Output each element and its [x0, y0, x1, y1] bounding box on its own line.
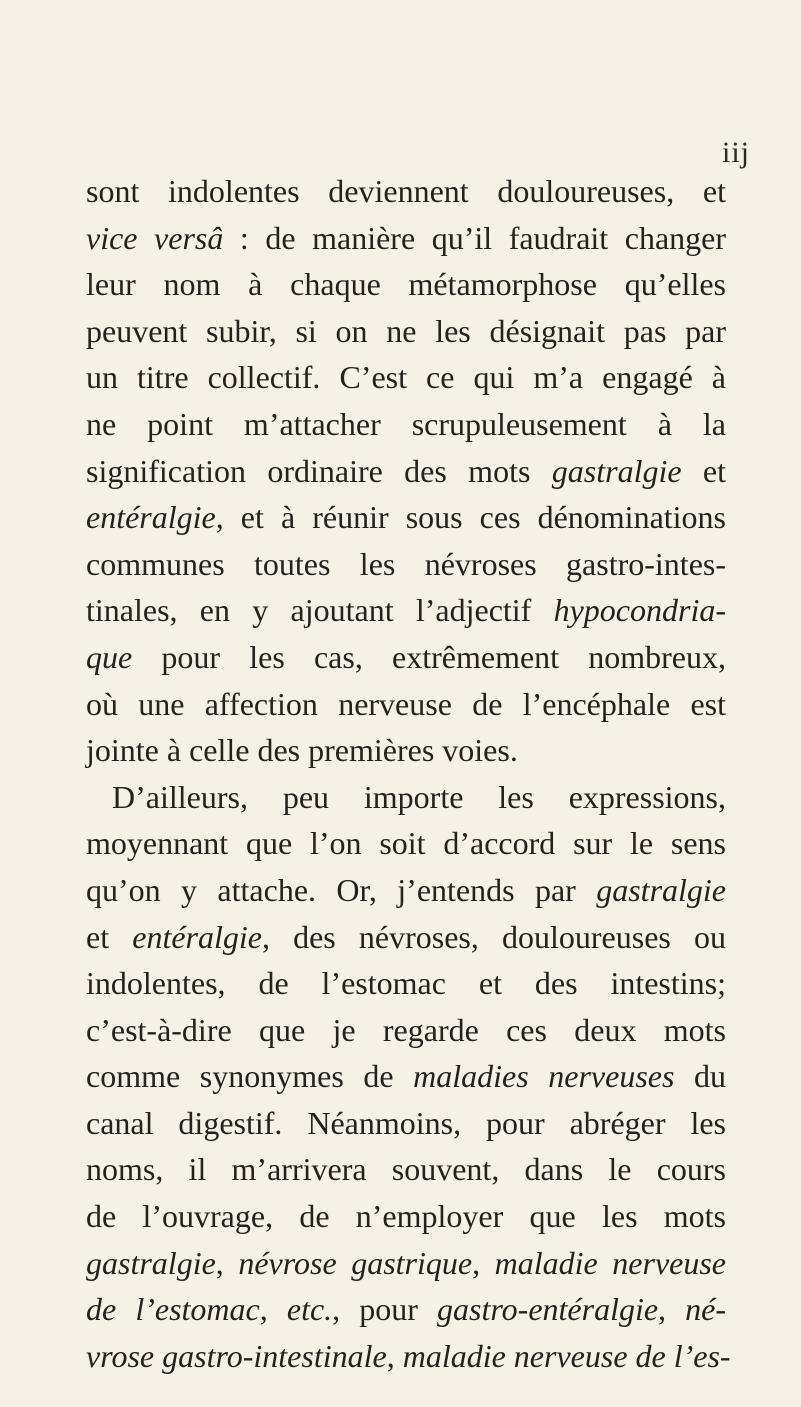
text-run: qu’on y attache. Or, j’entends par	[86, 871, 597, 908]
text-line	[86, 541, 726, 588]
text-line	[86, 494, 726, 541]
italic-term: maladie nerveuse de l’es-	[402, 1337, 731, 1374]
text-run: ne point m’attacher scrupuleusement à la	[86, 405, 726, 442]
text-line	[86, 168, 726, 215]
text-run: indolentes, de l’estomac et des intestins;	[86, 965, 726, 1002]
text-run: et	[86, 918, 133, 955]
text-run: noms, il m’arrivera souvent, dans le cours	[86, 1151, 726, 1188]
text-line	[86, 215, 726, 262]
text-run: de l’ouvrage, de n’employer que les mots	[86, 1198, 726, 1235]
text-run: jointe à celle des premières voies.	[86, 732, 518, 769]
italic-term: gastro-entéralgie	[437, 1291, 659, 1328]
text-run: ,	[386, 1337, 403, 1374]
italic-term: maladies nerveuses	[413, 1058, 675, 1095]
text-line	[86, 634, 726, 681]
text-line	[86, 401, 726, 448]
text-run: du	[674, 1058, 726, 1095]
text-run: , et à réunir sous ces dénominations	[215, 499, 726, 536]
text-line	[86, 727, 726, 774]
text-run: : de manière qu’il faudrait changer	[223, 219, 727, 256]
text-run: , des névroses, douloureuses ou	[261, 918, 727, 955]
text-run: ,	[658, 1291, 686, 1328]
text-line	[86, 681, 726, 728]
text-run: tinales, en y ajoutant l’adjectif	[86, 592, 554, 629]
italic-term: maladie nerveuse	[494, 1244, 726, 1281]
text-run: communes toutes les névroses gastro-intes-	[86, 545, 726, 582]
italic-term: que	[86, 638, 133, 675]
text-line	[86, 448, 726, 495]
italic-term: de l’estomac	[86, 1291, 260, 1328]
text-line	[86, 867, 726, 914]
text-run: et	[681, 452, 727, 489]
italic-term: vice versâ	[86, 219, 224, 256]
text-line	[86, 1193, 726, 1240]
text-run: ,	[215, 1244, 239, 1281]
italic-term: gastralgie	[551, 452, 682, 489]
text-run: leur nom à chaque métamorphose qu’elles	[86, 266, 726, 303]
text-run: moyennant que l’on soit d’accord sur le sens	[86, 825, 726, 862]
text-run: où une affection nerveuse de l’encéphale est	[86, 685, 726, 722]
text-run: pour les cas, extrêmement nombreux,	[132, 638, 726, 675]
text-line	[86, 354, 726, 401]
italic-term: né-	[685, 1291, 727, 1328]
text-line	[86, 1100, 726, 1147]
text-line	[86, 1333, 731, 1380]
text-run: c’est-à-dire que je regarde ces deux mots	[86, 1011, 726, 1048]
text-run: comme synonymes de	[86, 1058, 414, 1095]
text-line	[86, 261, 726, 308]
italic-term: gastralgie	[596, 871, 726, 908]
text-line	[86, 308, 726, 355]
text-run: , pour	[332, 1291, 438, 1328]
italic-term: névrose gastrique	[238, 1244, 473, 1281]
text-run: ,	[472, 1244, 495, 1281]
text-run: un titre collectif. C’est ce qui m’a engagé à	[86, 359, 726, 396]
text-line	[86, 587, 726, 634]
text-line	[86, 1146, 726, 1193]
italic-term: vrose gastro-intestinale	[86, 1337, 387, 1374]
italic-term: hypocondria-	[553, 592, 726, 629]
text-line	[86, 1007, 726, 1054]
text-run: D’ailleurs, peu importe les expressions,	[112, 778, 726, 815]
italic-term: etc.	[286, 1291, 333, 1328]
text-line	[86, 914, 726, 961]
text-run: sont indolentes deviennent douloureuses, et	[86, 173, 726, 209]
page-number: iij	[722, 136, 751, 169]
text-line	[86, 774, 726, 821]
text-run: ,	[259, 1291, 287, 1328]
text-line	[86, 820, 726, 867]
italic-term: entéralgie	[132, 918, 262, 955]
text-line	[86, 1240, 726, 1287]
italic-term: entéralgie	[86, 499, 216, 536]
text-run: peuvent subir, si on ne les désignait pas par	[86, 312, 726, 349]
text-line	[86, 1053, 726, 1100]
text-line	[86, 960, 726, 1007]
body-text	[86, 168, 731, 1379]
text-line	[86, 1286, 726, 1333]
text-run: canal digestif. Néanmoins, pour abréger les	[86, 1104, 726, 1141]
italic-term: gastralgie	[86, 1244, 216, 1281]
text-run: signification ordinaire des mots	[86, 452, 552, 489]
